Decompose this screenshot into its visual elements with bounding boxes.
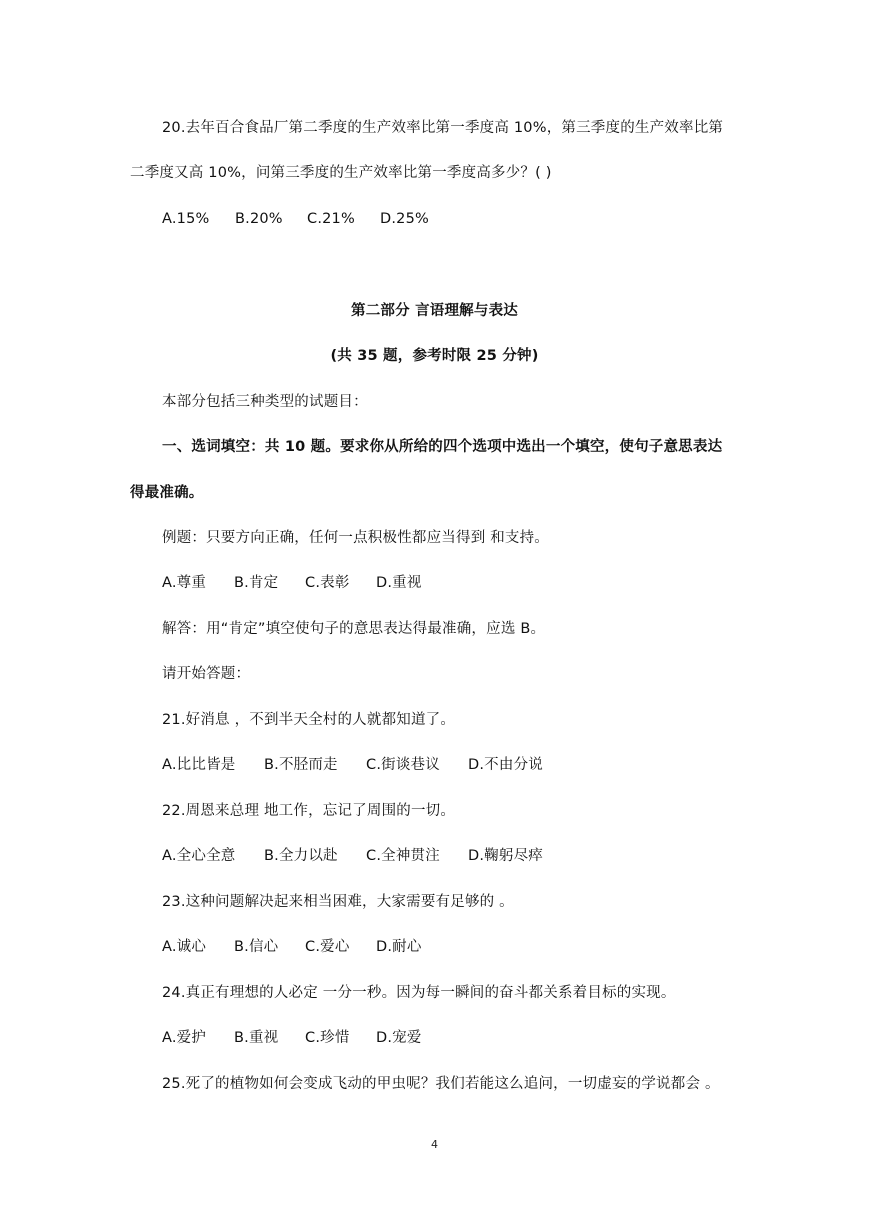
option-a: A.15% — [162, 211, 210, 227]
option-b: B.不胫而走 — [264, 757, 338, 773]
option-d: D.25% — [380, 211, 430, 227]
option-b: B.20% — [235, 211, 283, 227]
section-intro: 本部分包括三种类型的试题目： — [162, 394, 368, 410]
question-20-options — [162, 209, 429, 229]
option-d: D.不由分说 — [468, 757, 543, 773]
option-c: C.表彰 — [305, 575, 350, 591]
part-1-heading-line-1: 一、选词填空：共 10 题。要求你从所给的四个选项中选出一个填空，使句子意思表达 — [162, 439, 723, 455]
start-instruction: 请开始答题： — [162, 666, 251, 682]
question-20-line-1: 20.去年百合食品厂第二季度的生产效率比第一季度高 10%，第三季度的生产效率比第 — [162, 120, 724, 136]
option-a: A.比比皆是 — [162, 757, 236, 773]
part-1-heading-line-2: 得最准确。 — [130, 485, 204, 501]
question-24-options — [162, 1028, 422, 1048]
option-b: B.重视 — [234, 1030, 279, 1046]
question-23: 23.这种问题解决起来相当困难，大家需要有足够的 。 — [162, 894, 514, 910]
question-21-options — [162, 755, 543, 775]
question-20-line-2: 二季度又高 10%，问第三季度的生产效率比第一季度高多少？( ) — [130, 165, 552, 181]
option-c: C.爱心 — [305, 939, 350, 955]
option-b: B.信心 — [234, 939, 279, 955]
question-23-options — [162, 937, 422, 957]
example-options — [162, 573, 422, 593]
option-d: D.耐心 — [376, 939, 422, 955]
question-25: 25.死了的植物如何会变成飞动的甲虫呢？我们若能这么追问，一切虚妄的学说都会 。 — [162, 1076, 720, 1092]
option-c: C.珍惜 — [305, 1030, 350, 1046]
option-a: A.尊重 — [162, 575, 207, 591]
option-d: D.鞠躬尽瘁 — [468, 848, 543, 864]
question-22: 22.周恩来总理 地工作，忘记了周围的一切。 — [162, 803, 456, 819]
page-number: 4 — [431, 1138, 438, 1151]
option-b: B.肯定 — [234, 575, 279, 591]
question-21: 21.好消息 ，不到半天全村的人就都知道了。 — [162, 712, 456, 728]
option-d: D.重视 — [376, 575, 422, 591]
option-c: C.街谈巷议 — [366, 757, 440, 773]
option-a: A.全心全意 — [162, 848, 236, 864]
section-subtitle: (共 35 题，参考时限 25 分钟) — [330, 348, 539, 364]
option-a: A.爱护 — [162, 1030, 207, 1046]
example-question: 例题：只要方向正确，任何一点积极性都应当得到 和支持。 — [162, 530, 550, 546]
question-22-options — [162, 846, 543, 866]
question-24: 24.真正有理想的人必定 一分一秒。因为每一瞬间的奋斗都关系着目标的实现。 — [162, 985, 676, 1001]
option-c: C.21% — [307, 211, 355, 227]
option-c: C.全神贯注 — [366, 848, 440, 864]
option-d: D.宠爱 — [376, 1030, 422, 1046]
section-title: 第二部分 言语理解与表达 — [351, 303, 518, 319]
option-a: A.诚心 — [162, 939, 207, 955]
example-answer: 解答：用“肯定”填空使句子的意思表达得最准确，应选 B。 — [162, 621, 546, 637]
option-b: B.全力以赴 — [264, 848, 338, 864]
